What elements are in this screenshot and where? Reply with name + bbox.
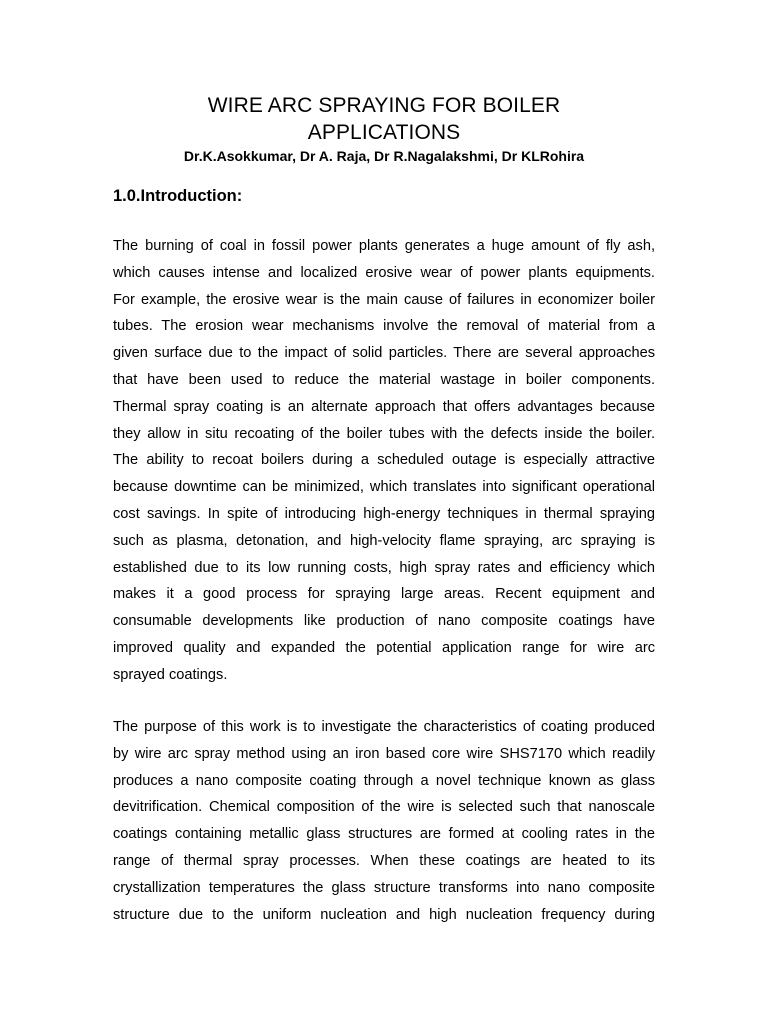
text-line: cost savings. In spite of introducing high-energy techniques in thermal spraying bbox=[113, 505, 655, 522]
text-line: established due to its low running costs, high spray rates and efficiency which bbox=[113, 559, 655, 576]
text-line: consumable developments like production of nano composite coatings have bbox=[113, 613, 655, 630]
text-line: which causes intense and localized erosive wear of power plants equipments. bbox=[113, 264, 655, 281]
text-line: because downtime can be minimized, which translates into significant operational bbox=[113, 479, 655, 496]
text-line: tubes. The erosion wear mechanisms involve the removal of material from a bbox=[113, 318, 655, 335]
section-heading-introduction: 1.0.Introduction: bbox=[113, 187, 243, 205]
text-line: structure due to the uniform nucleation and high nucleation frequency during bbox=[113, 906, 655, 923]
paper-authors: Dr.K.Asokkumar, Dr A. Raja, Dr R.Nagalakshmi, Dr KLRohira bbox=[183, 148, 585, 164]
text-line: For example, the erosive wear is the main cause of failures in economizer boiler bbox=[113, 291, 655, 308]
text-line: sprayed coatings. bbox=[113, 666, 228, 683]
text-line: that have been used to reduce the material wastage in boiler components. bbox=[113, 371, 655, 388]
text-line: they allow in situ recoating of the boiler tubes with the defects inside the boiler. bbox=[113, 425, 655, 442]
paper-title-line: WIRE ARC SPRAYING FOR BOILER bbox=[207, 94, 561, 117]
text-line: such as plasma, detonation, and high-velocity flame spraying, arc spraying is bbox=[113, 532, 655, 549]
text-line: makes it a good process for spraying large areas. Recent equipment and bbox=[113, 586, 655, 603]
text-line: improved quality and expanded the potential application range for wire arc bbox=[113, 639, 655, 656]
paper-title-line: APPLICATIONS bbox=[307, 121, 461, 144]
text-line: devitrification. Chemical composition of the wire is selected such that nanoscale bbox=[113, 799, 655, 816]
text-line: The burning of coal in fossil power plants generates a huge amount of fly ash, bbox=[113, 238, 655, 254]
text-line: The ability to recoat boilers during a scheduled outage is especially attractive bbox=[113, 452, 655, 469]
text-line: produces a nano composite coating through a novel technique known as glass bbox=[113, 772, 655, 789]
text-line: given surface due to the impact of solid particles. There are several approaches bbox=[113, 345, 655, 362]
body-paragraph-2 bbox=[113, 714, 655, 928]
text-line: range of thermal spray processes. When these coatings are heated to its bbox=[113, 852, 655, 869]
text-line: by wire arc spray method using an iron based core wire SHS7170 which readily bbox=[113, 745, 655, 762]
text-line: Thermal spray coating is an alternate approach that offers advantages because bbox=[113, 398, 655, 415]
paper-title bbox=[113, 92, 655, 146]
text-line: crystallization temperatures the glass structure transforms into nano composite bbox=[113, 879, 655, 896]
text-line: coatings containing metallic glass structures are formed at cooling rates in the bbox=[113, 826, 655, 843]
text-line: The purpose of this work is to investigate the characteristics of coating produced bbox=[113, 719, 655, 735]
body-paragraph-1 bbox=[113, 233, 655, 689]
